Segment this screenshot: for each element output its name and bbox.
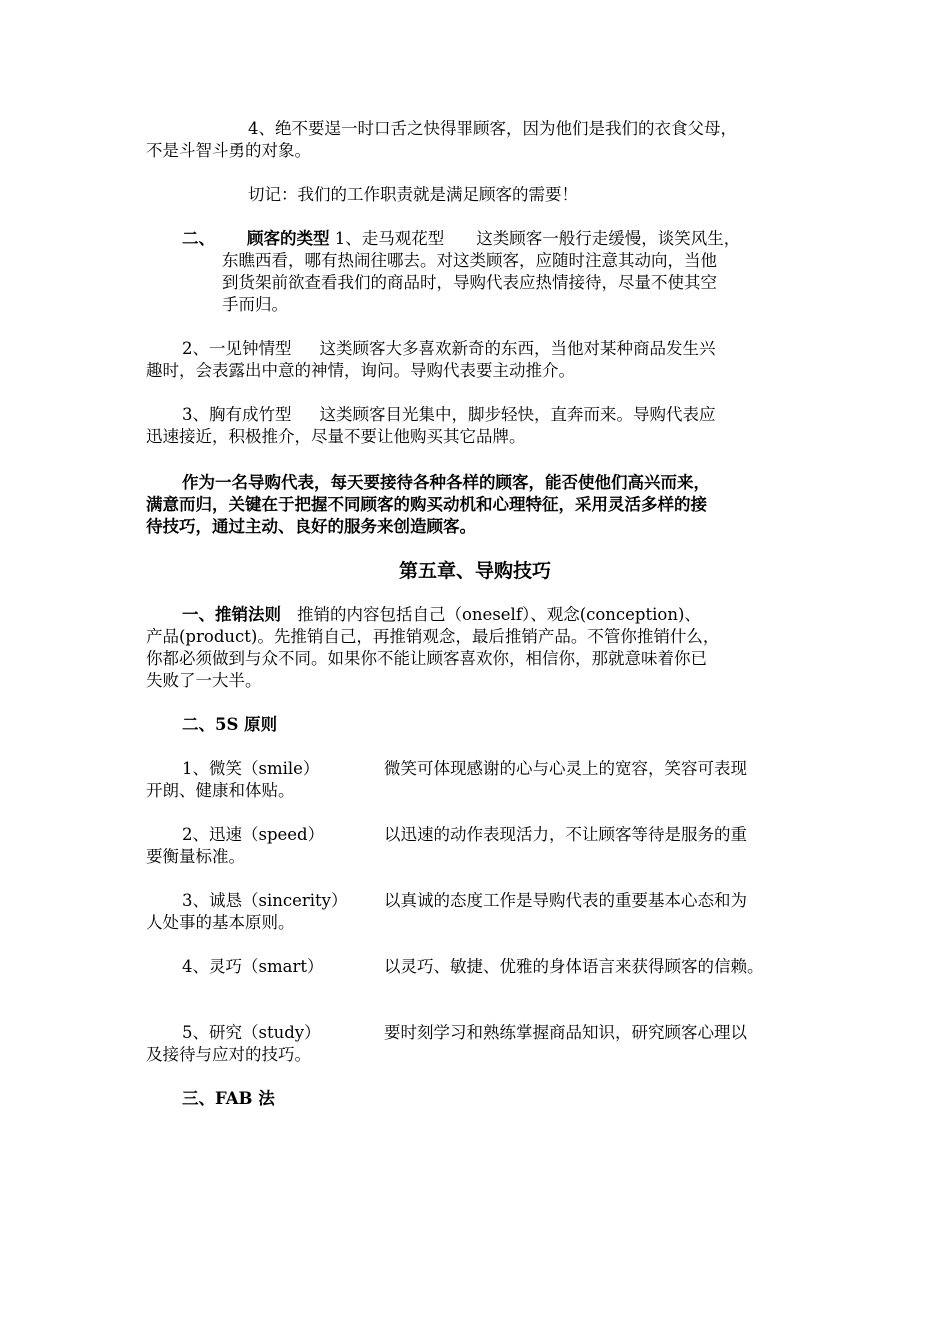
type3-label: 3、胸有成竹型 [182,405,292,424]
fives-item-continuation: 人处事的基本原则。 [146,913,295,932]
remember-text: 切记：我们的工作职责就是满足顾客的需要！ [248,185,578,204]
type2-line2: 趣时，会表露出中意的神情，询问。导购代表要主动推介。 [146,361,575,380]
fives-item-continuation: 开朗、健康和体贴。 [146,781,295,800]
item4-line2: 不是斗智斗勇的对象。 [146,141,311,160]
selling-rule-heading: 一、推销法则 [182,605,281,624]
selling-rule-line4: 失败了一大半。 [146,671,262,690]
fives-item-definition: 以真诚的态度工作是导购代表的重要基本心态和为 [384,891,747,910]
fives-item-label: 1、微笑（smile） [182,759,320,778]
type1-label: 1、走马观花型 [334,229,445,248]
fives-item-continuation: 要衡量标准。 [146,847,245,866]
selling-rule-line1: 推销的内容包括自己（oneself）、观念(conception)、 [297,605,701,624]
fives-item-continuation: 及接待与应对的技巧。 [146,1045,311,1064]
type1-line3: 到货架前欲查看我们的商品时，导购代表应热情接待，尽量不使其空 [222,273,717,292]
summary-line2: 满意而归，关键在于把握不同顾客的购买动机和心理特征，采用灵活多样的接 [146,495,707,514]
summary-line3: 待技巧，通过主动、良好的服务来创造顾客。 [146,517,476,536]
chapter-title: 第五章、导购技巧 [398,560,551,582]
remember-line [248,184,578,206]
fives-heading: 二、5S 原则 [182,715,278,734]
customer-types-number: 二、 [182,229,215,248]
type1-line2: 东瞧西看，哪有热闹往哪去。对这类顾客，应随时注意其动向，当他 [222,251,717,270]
selling-rule-line3: 你都必须做到与众不同。如果你不能让顾客喜欢你，相信你，那就意味着你已 [146,649,707,668]
selling-rule-paragraph [146,604,719,692]
type2-paragraph [146,338,716,382]
fives-item-label: 5、研究（study） [182,1023,321,1042]
fives-item-definition: 要时刻学习和熟练掌握商品知识，研究顾客心理以 [384,1023,747,1042]
type3-line1: 这类顾客目光集中，脚步轻快，直奔而来。导购代表应 [319,405,716,424]
fab-heading: 三、FAB 法 [182,1089,275,1108]
selling-rule-line2: 产品(product)。先推销自己，再推销观念，最后推销产品。不管你推销什么， [146,627,720,646]
fives-item-definition: 以迅速的动作表现活力，不让顾客等待是服务的重 [384,825,747,844]
fives-item-label: 2、迅速（speed） [182,825,325,844]
type1-line1: 这类顾客一般行走缓慢，谈笑风生， [476,229,741,248]
customer-types-heading-row [182,228,740,250]
summary-paragraph [146,472,710,538]
customer-types-heading: 顾客的类型 [247,229,330,248]
fives-item-definition: 微笑可体现感谢的心与心灵上的宽容，笑容可表现 [384,759,747,778]
type3-paragraph [146,404,716,448]
type3-line2: 迅速接近，积极推介，尽量不要让他购买其它品牌。 [146,427,526,446]
summary-line1: 作为一名导购代表，每天要接待各种各样的顾客，能否使他们高兴而来， [182,473,710,492]
fives-item-definition: 以灵巧、敏捷、优雅的身体语言来获得顾客的信赖。 [384,957,764,976]
type2-label: 2、一见钟情型 [182,339,292,358]
type2-line1: 这类顾客大多喜欢新奇的东西，当他对某种商品发生兴 [319,339,716,358]
fives-item-label: 4、灵巧（smart） [182,957,324,976]
fives-item-label: 3、诚恳（sincerity） [182,891,348,910]
item4-paragraph [146,118,737,162]
type1-paragraph [222,250,717,316]
item4-line1: 4、绝不要逞一时口舌之快得罪顾客，因为他们是我们的衣食父母， [248,119,737,138]
type1-line4: 手而归。 [222,295,288,314]
